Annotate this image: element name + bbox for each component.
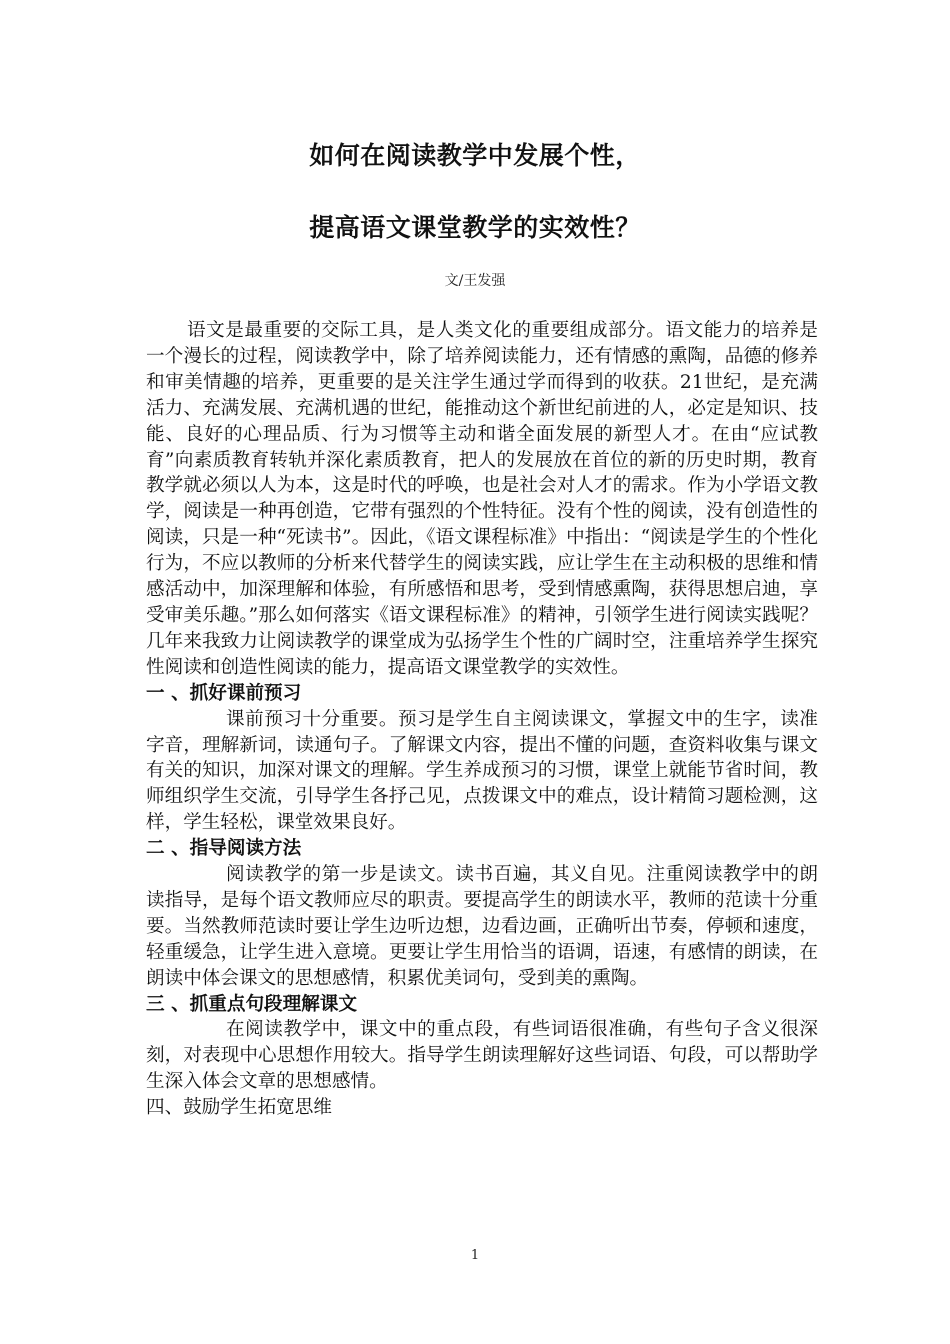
section-heading-3: 三 、抓重点句段理解课文 — [146, 993, 358, 1015]
section-paragraph-1: 课前预习十分重要。预习是学生自主阅读课文，掌握文中的生字，读准字音，理解新词，读通句子。了解课文内容，提出不懂的问题，查资料收集与课文有关的知识，加深对课文的理解。学生养成预习的习惯，课堂上就能节省时间，教师组织学生交流，引导学生各抒己见，点拨课文中的难点，设计精简习题检测，这样，学生轻松，课堂效果良好。 — [146, 708, 818, 834]
section-heading-1: 一 、抓好课前预习 — [146, 682, 302, 704]
document-title-line-1: 如何在阅读教学中发展个性， — [309, 141, 641, 170]
section-heading-4: 四、鼓励学生拓宽思维 — [146, 1097, 332, 1119]
author-byline: 文/王发强 — [444, 273, 506, 289]
intro-paragraph: 语文是最重要的交际工具，是人类文化的重要组成部分。语文能力的培养是一个漫长的过程，阅读教学中，除了培养阅读能力，还有情感的熏陶，品德的修养和审美情趣的培养，更重要的是关注学生通过学而得到的收获。21世纪，是充满活力、充满发展、充满机遇的世纪，能推动这个新世纪前进的人，必定是知识、技能、良好的心理品质、行为习惯等主动和谐全面发展的新型人才。在由“应试教育”向素质教育转轨并深化素质教育，把人的发展放在首位的新的历史时期，教育教学就必须以人为本，这是时代的呼唤，也是社会对人才的需求。作为小学语文教学，阅读是一种再创造，它带有强烈的个性特征。没有个性的阅读，没有创造性的阅读，只是一种“死读书”。因此，《语文课程标准》中指出：“阅读是学生的个性化行为，不应以教师的分析来代替学生的阅读实践，应让学生在主动积极的思维和情感活动中，加深理解和体验，有所感悟和思考，受到情感熏陶，获得思想启迪，享受审美乐趣。”那么如何落实《语文课程标准》的精神，引领学生进行阅读实践呢？几年来我致力让阅读教学的课堂成为弘扬学生个性的广阔时空，注重培养学生探究性阅读和创造性阅读的能力，提高语文课堂教学的实效性。 — [146, 320, 818, 678]
section-paragraph-2: 阅读教学的第一步是读文。读书百遍，其义自见。注重阅读教学中的朗读指导，是每个语文教师应尽的职责。要提高学生的朗读水平，教师的范读十分重要。当然教师范读时要让学生边听边想，边看边画，正确听出节奏，停顿和速度，轻重缓急，让学生进入意境。更要让学生用恰当的语调，语速，有感情的朗读，在朗读中体会课文的思想感情，积累优美词句，受到美的熏陶。 — [146, 864, 818, 989]
page-number: 1 — [470, 1248, 480, 1263]
document-body — [146, 318, 818, 1121]
section-heading-2: 二 、指导阅读方法 — [146, 838, 302, 860]
section-paragraph-3: 在阅读教学中，课文中的重点段，有些词语很准确，有些句子含义很深刻，对表现中心思想作用较大。指导学生朗读理解好这些词语、句段，可以帮助学生深入体会文章的思想感情。 — [146, 1019, 818, 1093]
document-title-line-2: 提高语文课堂教学的实效性？ — [309, 213, 641, 242]
